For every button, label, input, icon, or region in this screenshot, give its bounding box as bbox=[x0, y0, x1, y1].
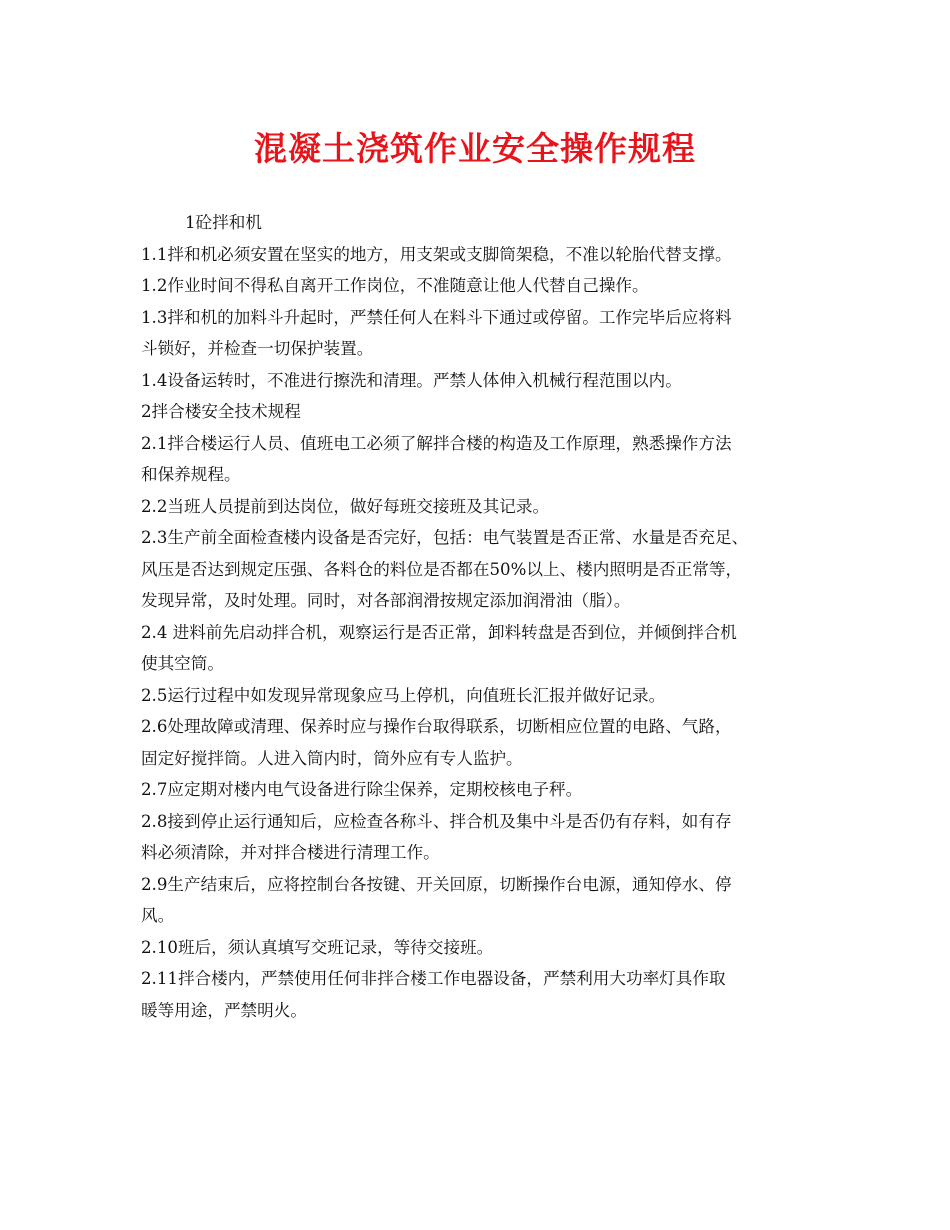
paragraph-line: 2.7应定期对楼内电气设备进行除尘保养，定期校核电子秤。 bbox=[141, 780, 583, 799]
paragraph-line: 风。 bbox=[141, 906, 175, 925]
paragraph-line: 料必须清除，并对拌合楼进行清理工作。 bbox=[141, 843, 440, 862]
paragraph-line: 斗锁好，并检查一切保护装置。 bbox=[141, 339, 374, 358]
paragraph-line: 1.4设备运转时，不准进行擦洗和清理。严禁人体伸入机械行程范围以内。 bbox=[141, 370, 682, 390]
paragraph-line: 暖等用途，严禁明火。 bbox=[141, 1000, 307, 1020]
section-heading-mixer: 1砼拌和机 bbox=[185, 213, 262, 232]
paragraph-line: 固定好搅拌筒。人进入筒内时，筒外应有专人监护。 bbox=[141, 748, 523, 768]
paragraph-line: 2.9生产结束后，应将控制台各按键、开关回原，切断操作台电源，通知停水、停 bbox=[141, 874, 732, 894]
section-heading-mixing-plant: 2拌合楼安全技术规程 bbox=[141, 402, 301, 421]
page-title: 混凝土浇筑作业安全操作规程 bbox=[254, 129, 696, 168]
paragraph-line: 1.2作业时间不得私自离开工作岗位，不准随意让他人代替自己操作。 bbox=[141, 276, 649, 295]
paragraph-line: 1.1拌和机必须安置在坚实的地方，用支架或支脚筒架稳，不准以轮胎代替支撑。 bbox=[141, 244, 732, 264]
paragraph-line: 2.1拌合楼运行人员、值班电工必须了解拌合楼的构造及工作原理，熟悉操作方法 bbox=[141, 433, 732, 453]
paragraph-line: 1.3拌和机的加料斗升起时，严禁任何人在料斗下通过或停留。工作完毕后应将料 bbox=[141, 307, 732, 327]
paragraph-line: 2.5运行过程中如发现异常现象应马上停机，向值班长汇报并做好记录。 bbox=[141, 685, 666, 705]
paragraph-line: 2.11拌合楼内，严禁使用任何非拌合楼工作电器设备，严禁利用大功率灯具作取 bbox=[141, 969, 726, 988]
paragraph-line: 2.6处理故障或清理、保养时应与操作台取得联系，切断相应位置的电路、气路， bbox=[141, 717, 732, 736]
document-body bbox=[141, 207, 831, 1026]
paragraph-line: 2.2当班人员提前到达岗位，做好每班交接班及其记录。 bbox=[141, 496, 550, 516]
paragraph-line: 2.3生产前全面检查楼内设备是否完好，包括：电气装置是否正常、水量是否充足、 bbox=[141, 528, 749, 547]
paragraph-line: 风压是否达到规定压强、各料仓的料位是否都在50%以上、楼内照明是否正常等， bbox=[141, 559, 743, 579]
paragraph-line: 使其空筒。 bbox=[141, 654, 224, 673]
paragraph-line: 2.8接到停止运行通知后，应检查各称斗、拌合机及集中斗是否仍有存料，如有存 bbox=[141, 811, 732, 831]
paragraph-line: 和保养规程。 bbox=[141, 465, 241, 484]
paragraph-line: 2.4 进料前先启动拌合机，观察运行是否正常，卸料转盘是否到位，并倾倒拌合机 bbox=[141, 622, 737, 642]
paragraph-line: 发现异常，及时处理。同时，对各部润滑按规定添加润滑油（脂）。 bbox=[141, 591, 631, 610]
paragraph-line: 2.10班后，须认真填写交班记录，等待交接班。 bbox=[141, 937, 494, 957]
